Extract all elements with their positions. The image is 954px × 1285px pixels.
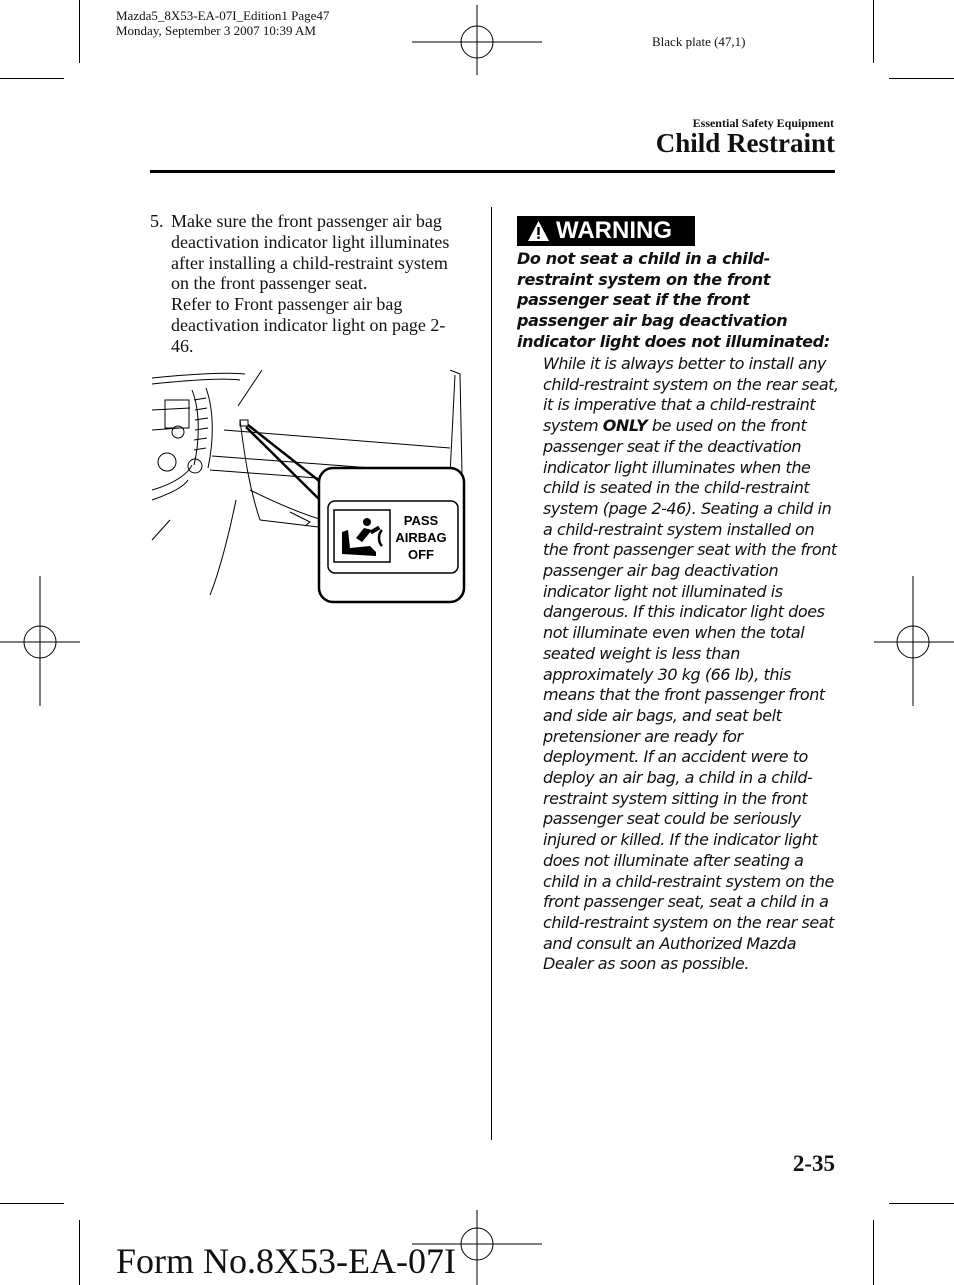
step-refer: Refer to Front passenger air bag deactivation indicator light on page 2-46. xyxy=(171,294,446,356)
crop-mark xyxy=(0,1203,64,1204)
form-number: Form No.8X53-EA-07I xyxy=(116,1241,456,1281)
warning-body-part2: be used on the front passenger seat if the deactivation indicator light illuminates when the child is seated in the child-restraint system (page 2-46). Seating a child in a child-restraint system installed on the front passenger seat with the front passenger air bag deactivation indicator light not illuminated is dangerous. If this indicator light does not illuminate even when the total seated weight is less than approximately 30 kg (66 lb), this means that the front passenger front and side air bags, and seat belt pretensioner are ready for deployment. If an accident were to deploy an air bag, a child in a child-restraint system sitting in the front passenger seat could be seriously injured or killed. If the indicator light does not illuminate after seating a child in a child-restraint system on the front passenger seat, seat a child in a child-restraint system on the rear seat and consult an Authorized Mazda Dealer as soon as possible. xyxy=(543,416,837,974)
crop-mark xyxy=(79,0,80,63)
warning-body-emphasis: ONLY xyxy=(602,416,648,436)
indicator-line1: PASS xyxy=(403,513,439,528)
registration-mark-left xyxy=(0,576,80,706)
warning-body-part1: While it is always better to install any child-restraint system on the rear seat, it is imperative that a child-restraint system xyxy=(543,354,839,436)
warning-body xyxy=(543,354,839,975)
indicator-line2: AIRBAG xyxy=(395,530,447,545)
crop-mark xyxy=(889,1203,954,1204)
print-meta-line1: Mazda5_8X53-EA-07I_Edition1 Page47 xyxy=(116,8,330,23)
section-label: Essential Safety Equipment xyxy=(692,116,834,130)
crop-mark xyxy=(889,78,954,79)
indicator-line3: OFF xyxy=(408,547,434,562)
step-number: 5. xyxy=(150,211,164,231)
registration-mark-right xyxy=(874,576,954,706)
warning-heading: Do not seat a child in a child-restraint system on the front passenger seat if the front passenger air bag deactivation indicator light does not illuminated: xyxy=(517,249,830,351)
page-number: 2-35 xyxy=(792,1151,835,1176)
crop-mark xyxy=(0,78,64,79)
title-rule xyxy=(150,170,835,173)
dashboard-illustration xyxy=(150,370,468,606)
column-divider xyxy=(491,207,492,1140)
warning-label: WARNING xyxy=(556,217,672,244)
registration-mark-top xyxy=(412,5,542,75)
crop-mark xyxy=(873,1220,874,1285)
print-meta xyxy=(116,8,329,38)
crop-mark xyxy=(79,1220,80,1285)
step-item xyxy=(150,211,465,357)
warning-badge xyxy=(517,216,695,246)
crop-mark xyxy=(873,0,874,63)
print-meta-line2: Monday, September 3 2007 10:39 AM xyxy=(116,23,316,38)
plate-label: Black plate (47,1) xyxy=(652,34,746,49)
warning-triangle-icon xyxy=(527,220,550,242)
step-text: Make sure the front passenger air bag deactivation indicator light illuminates after installing a child-restraint system on the front passenger seat. xyxy=(171,211,450,294)
page-title: Child Restraint xyxy=(655,128,835,158)
